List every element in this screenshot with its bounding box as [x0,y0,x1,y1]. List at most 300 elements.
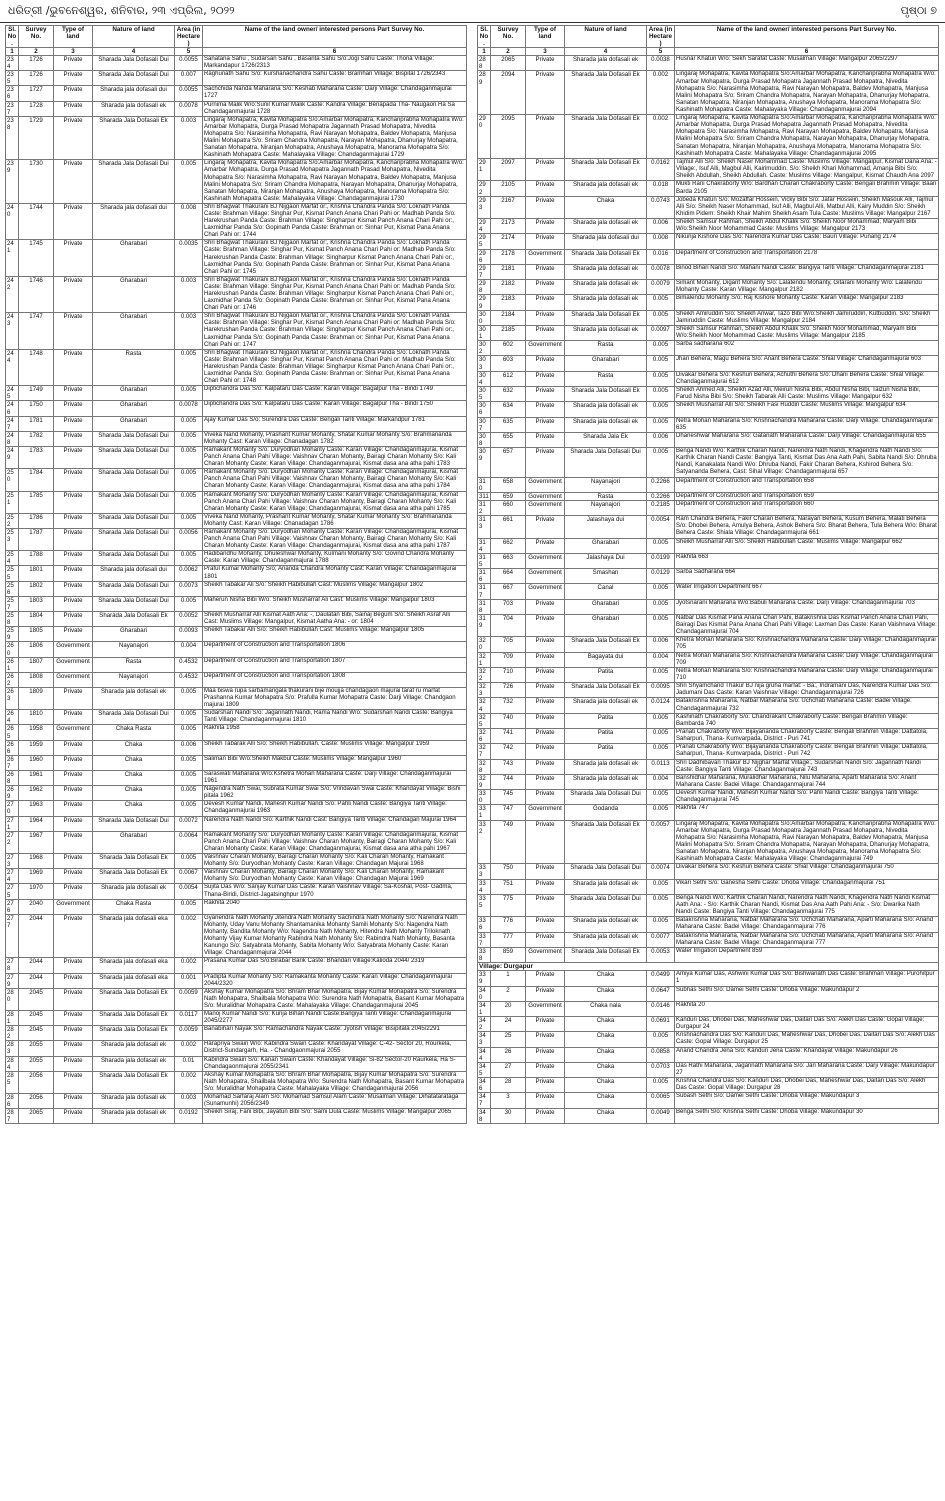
land-nature: Sharada jala dofasali eka [93,973,175,988]
table-row [6,687,467,709]
survey-no: 26 [491,1047,526,1062]
owner-names: Viveka Nand Mohanty, Prashant Kumar Mohanty, Shatar Kumar Mohanty S/o: Brahmananda Mohanty Cast: Karan Village: Chanadagan 1782 [203,431,467,446]
survey-no: 2056 [19,1071,54,1093]
table-row [478,805,939,820]
land-nature: Chaka [565,1062,647,1077]
survey-no: 1960 [19,755,54,770]
right-land-table [477,25,939,1124]
owner-names: Hadibandhu Mohanty, Dhuleshwar Mohanty, Kulmani Mohanty S/o: Govind Chandra Mohanty Caste: Karan Village: Chandaganmajurai 1788 [203,551,467,566]
table-row [478,683,939,698]
table-row [6,672,467,687]
survey-no: 704 [491,614,526,636]
page-number: ପୃଷ୍ଠା ୭ [900,4,937,17]
survey-no: 664 [491,569,526,584]
area-hectare: 0.005 [175,786,203,801]
land-type: Private [54,740,93,755]
table-row [478,744,939,759]
survey-no: 705 [491,637,526,652]
survey-no: 1782 [19,431,54,446]
table-row [478,448,939,478]
survey-no: 1750 [19,401,54,416]
table-row [478,1047,939,1062]
serial-no: 310 [478,477,491,492]
land-nature: Sharada Jala Dofasali Dui [93,816,175,831]
land-nature: Smashan [565,569,647,584]
table-row [6,642,467,657]
land-type: Private [54,1041,93,1056]
area-hectare: 0.005 [647,713,675,728]
serial-no: 339 [478,971,491,986]
survey-no: 2182 [491,280,526,295]
land-type: Government [54,672,93,687]
land-type: Private [526,234,565,249]
table-header-row [6,26,467,48]
serial-no: 254 [6,551,19,566]
survey-no: 632 [491,387,526,402]
owner-names: Batakrishna Maharana, Natbar Maharana S/o: Uchchab Maharana, Aparti Maharana S/o: Anand Maharana Caste: Badei Village: Chandaganmajurai 776 [675,917,939,932]
area-hectare: 0.0162 [647,159,675,181]
area-hectare: 0.0146 [647,1001,675,1016]
survey-no: 27 [491,1062,526,1077]
land-type: Private [526,181,565,196]
land-nature: Sharada Jala Dofasali Dui [93,446,175,468]
survey-no: 2185 [491,325,526,340]
owner-names: Devesh Kumar Nandi, Mahesh Kumar Nandi S/o: Pahli Nandi Caste: Bangiya Tanti Village: Chandaganmajurai 1963 [203,801,467,816]
land-nature: Sharada jala dofasali ek [93,884,175,899]
land-nature: Sharada Jala Dofasali Ek [565,387,647,402]
land-nature: Chaka [565,1108,647,1124]
serial-no: 324 [478,698,491,713]
land-type: Government [526,249,565,264]
table-row [478,1062,939,1077]
owner-names: Gyanendra Nath Mohanty Jitendra Nath Mohanty Sachindra Nath Mohanty S/o: Narendra Nath Mohanty, Uday Vanu Mohanty Shantamanika Mohanty Samili Mohanty S/o: Nagendra Nath Mohanty, Bandita Mohanty W/o: Nagendra Nath Mohanty, Hitendra Nath Mohanty Triloknath Mohanty Vijay Kumar Mohanty Rabindra Nath Mohanty S/o: Rabindra Nath Mohanty, Basanta Kanungo S/o: Satyabrata Mohanty, Sabita Mohanty W/o: Satyabrata Mohanty Caste: Karan Village: Chandaganmajurai 2044 [203,914,467,958]
serial-no: 282 [6,1026,19,1041]
land-type: Government [526,500,565,515]
table-row [6,755,467,770]
area-hectare: 0.005 [175,854,203,869]
owner-names: Department of Construction and Transportation 2178 [675,249,939,264]
area-hectare: 0.016 [647,249,675,264]
column-header: Name of the land owner/ interested persons Part Survey No. [203,26,467,48]
table-row [6,884,467,899]
serial-no: 336 [478,917,491,932]
land-type: Private [526,1108,565,1124]
survey-no: 743 [491,759,526,774]
table-row [6,801,467,816]
land-type: Private [54,1071,93,1093]
area-hectare: 0.002 [175,1071,203,1093]
land-nature: Sharada Jala Dofasali Ek [565,820,647,864]
owner-names: Department of Construction and Transportation 659 [675,492,939,500]
table-row [6,71,467,86]
table-row [478,1078,939,1093]
column-number: 2 [491,48,526,56]
serial-no: 289 [478,71,491,115]
table-row [6,551,467,566]
area-hectare: 0.001 [175,973,203,988]
land-type: Private [54,831,93,853]
area-hectare: 0.005 [647,402,675,417]
land-nature: Sharada jala dofasali ek [565,295,647,310]
table-row [6,596,467,611]
serial-no: 259 [6,627,19,642]
survey-no: 2184 [491,310,526,325]
survey-no: 1781 [19,416,54,431]
land-type: Private [526,432,565,447]
owner-names: Saraswati Maharana W/o:Kshetra Mohan Maharana Caste: Darji Village: Chandaganmajurai 1961 [203,771,467,786]
owner-names: Shri Bhagwat Thakurani BJ Nijgaon Marfat or:, Krishna Chandra Panda S/o: Loknath Panda Caste: Brahman Village: Singhar Pur, Kismat Panch Anana Chari Pahi or: Madhab Panda S/o: Harekrushan Panda Caste: Brahman Village: Singharpur Kismat Panch Anana Chari Pahi or:, Laxmidhar Panda S/o: Gopinath Panda Caste: Brahman or: Sinhar Pur, Kismat Pana Anana Chari Pahi or: 1744 [203,203,467,239]
table-row [478,971,939,986]
area-hectare: 0.0691 [647,1017,675,1032]
area-hectare: 0.0703 [647,1062,675,1077]
survey-no: 2045 [19,1011,54,1026]
land-nature: Nayanajori [93,642,175,657]
survey-no: 1747 [19,313,54,349]
serial-no: 313 [478,516,491,538]
serial-no: 299 [478,295,491,310]
area-hectare: 0.005 [175,801,203,816]
serial-no: 320 [478,637,491,652]
land-nature: Rasta [565,341,647,356]
area-hectare: 0.005 [647,614,675,636]
land-nature: Chaka [93,801,175,816]
area-hectare: 0.0035 [175,240,203,276]
table-row [478,196,939,218]
serial-no: 253 [6,529,19,551]
area-hectare: 0.0065 [647,1093,675,1108]
land-type: Private [526,387,565,402]
land-type: Private [526,599,565,614]
survey-no: 2181 [491,264,526,279]
area-hectare: 0.002 [175,958,203,973]
table-row [478,932,939,947]
owner-names: Das Rathi Maharana, Jagannath Maharana S/o: Jari Maharana Caste: Darji Village: Makundapur 27 [675,1062,939,1077]
owner-names: Netra Mohan Maharana S/o: Krishnachandra Maharana Caste: Darji Village: Chandaganmajurai 710 [675,667,939,682]
table-row [478,667,939,682]
area-hectare: 0.005 [175,771,203,786]
land-nature: Sharada Jala Dofasali Dui [93,431,175,446]
table-row [6,491,467,513]
survey-no: 2105 [491,181,526,196]
land-type: Private [526,614,565,636]
owner-names: Batakrishna Maharana, Natbar Maharana S/o: Uchchab Maharana Caste: Badei Village: Chandaganmajurai 732 [675,698,939,713]
owner-names: Divakar Behera S/o: Keshuri Behera Caste: Shial Village: Chandaganmajurai 750 [675,864,939,879]
survey-no: 741 [491,728,526,743]
land-nature: Sharada Jala Dofasali Dui [93,529,175,551]
area-hectare: 0.2266 [647,492,675,500]
land-nature: Sharada jala dofasali ek [565,917,647,932]
survey-no: 662 [491,538,526,553]
serial-no: 347 [478,1093,491,1108]
table-row [478,234,939,249]
survey-no: 1801 [19,566,54,581]
land-type: Private [54,551,93,566]
area-hectare: 0.0078 [647,264,675,279]
land-nature: Sharada Jala Dofasali Ek [565,310,647,325]
land-type: Private [526,1017,565,1032]
survey-no: 750 [491,864,526,879]
land-nature: Sharada Jala Dofasali Ek [565,947,647,962]
serial-no: 325 [478,713,491,728]
survey-no: 2178 [491,249,526,264]
serial-no: 329 [478,774,491,789]
table-row [478,295,939,310]
table-row [6,740,467,755]
column-header: Sl. No. [6,26,19,48]
land-type: Private [54,1094,93,1109]
table-row [6,612,467,627]
land-type: Private [54,914,93,958]
column-number: 5 [175,48,203,56]
land-nature: Sharada jala dofasali ek [93,1094,175,1109]
land-nature: Sharada Jala Dofasali Dui [565,894,647,916]
area-hectare: 0.4532 [175,672,203,687]
table-row [6,914,467,958]
land-nature: Sharada jala dofasali ek [565,264,647,279]
owner-names: Divakar Behera S/o: Keshuri Behera, Achuthi Behera S/o: Dhani Behera Caste: Shial Village: Chandaganmajurai 612 [675,371,939,386]
survey-no: 1748 [19,349,54,385]
land-type: Private [526,774,565,789]
land-type: Private [526,864,565,879]
area-hectare: 0.0078 [175,401,203,416]
land-nature: Sharada Jala Dofasali Dui [93,469,175,491]
area-hectare: 0.005 [175,469,203,491]
table-row [478,553,939,568]
area-hectare: 0.0056 [175,529,203,551]
land-type: Private [526,219,565,234]
table-row [6,854,467,869]
land-type: Private [54,431,93,446]
serial-no: 265 [6,725,19,740]
area-hectare: 0.0064 [175,831,203,853]
land-type: Private [54,276,93,312]
area-hectare: 0.2185 [647,500,675,515]
owner-names: Lingaraj Mohapatra, Kavita Mohapatra S/o:Amarbar Mohapatra, Kanchanprabha Mohapatra W/o: Amarbar Mohapatra, Durga Prasad Mohapatra Jagannath Prasad Mohapatra, Nivedita Mohapatra S/o: Narasimha Mohapatra, Ravi Narayan Mohapatra, Baldev Mohapatra, Manjusa Malini Mohapatra S/o: Sriram Chandra Mohapatra, Narayan Mohapatra, Dhanurjay Mohapatra, Sanatan Mohapatra, Niranjan Mohapatra, Anushaya Mohapatra, Manorama Mohapatra S/o: Kashinath Mohapatra Caste: Mahalayaka Village: Chandaganmajurai 2095 [675,115,939,159]
survey-no: 1958 [19,725,54,740]
land-nature: Sharada Jala Dofasali Ek [565,637,647,652]
land-nature: Sharada Jala Dofasali Ek [565,249,647,264]
owner-names: Sarba sadharana 602 [675,341,939,356]
serial-no: 236 [6,86,19,101]
column-number: 5 [647,48,675,56]
table-row [478,280,939,295]
serial-no: 251 [6,491,19,513]
land-nature: Chaka [565,1047,647,1062]
land-type: Private [526,667,565,682]
area-hectare: 0.0057 [647,820,675,864]
owner-names: Sheikh Tabakar Alli S/o: Sheikh Habibullah Cast: Muslims Village: Mangalpur 1805 [203,627,467,642]
land-nature: Rasta [565,492,647,500]
land-nature: Chaka [93,755,175,770]
area-hectare: 0.005 [647,387,675,402]
survey-no: 1787 [19,529,54,551]
table-row [478,310,939,325]
column-header: Type of land [54,26,93,48]
land-nature: Chaka [565,1093,647,1108]
table-row [478,728,939,743]
owner-names: Lingaraj Mohapatra, Kavita Mohapatra S/o:Amarbar Mohapatra, Kanchanprabha Mohapatra W/o: Amarbar Mohapatra, Durga Prasad Mohapatra Jagannath Prasad Mohapatra, Nivedita Mohapatra S/o: Narasimha Mohapatra, Ravi Narayan Mohapatra, Baldev Mohapatra, Manjusa Malini Mohapatra S/o: Sriram Chandra Mohapatra, Narayan Mohapatra, Dhanurjay Mohapatra, Sanatan Mohapatra, Niranjan Mohapatra, Anushaya Mohapatra, Manorama Mohapatra S/o: Kashinath Mohapatra Caste: Mahalayaka Village: Chandaganmajurai 1730 [203,160,467,204]
area-hectare: 0.0647 [647,986,675,1001]
survey-no: 661 [491,516,526,538]
area-hectare: 0.007 [175,71,203,86]
land-nature: Bagayata dui [565,652,647,667]
land-type: Private [54,101,93,116]
survey-no: 747 [491,805,526,820]
owner-names: Department of Construction and Transportation 658 [675,477,939,492]
survey-no: 1803 [19,596,54,611]
serial-no: 298 [478,280,491,295]
table-row [6,386,467,401]
land-nature: Sharada jala dofasali ek [565,280,647,295]
area-hectare: 0.0192 [175,1109,203,1124]
section-row [478,963,939,971]
table-row [6,1056,467,1071]
land-nature: Sharada jala dofasali ek [565,56,647,71]
land-type: Private [526,894,565,916]
area-hectare: 0.005 [175,513,203,528]
land-type: Private [54,1026,93,1041]
survey-no: 657 [491,448,526,478]
owner-names: Sheikh Siraj, Fani Bibi, Jayatun Bibi S/o: Sami Dula Caste: Muslims Village: Mangalpur 2065 [203,1109,467,1124]
land-nature: Rasta [93,349,175,385]
owner-names: Maa biswa rupa sarbamangala thakurani bije moujja chandagaon majurai taraf ru marfat Prashanna Kumar Mohapatra S/o: Prafulla Kumar Mohapatra Caste: Darji Village: Chandgaon majurai 1809 [203,687,467,709]
land-type: Private [526,652,565,667]
survey-no: 2174 [491,234,526,249]
land-nature: Sharada Jala Dofasali Dui [93,56,175,71]
owner-names: Benga Sethi S/o: Krishna Sethi Caste: Dhoba Village: Makundapur 30 [675,1108,939,1124]
land-type: Private [54,869,93,884]
land-nature: Sharada Jala Dofasali Ek [565,71,647,115]
serial-no: 306 [478,402,491,417]
land-nature: Patita [565,744,647,759]
land-nature: Sharada Jala Dofasali Ek [565,159,647,181]
serial-no: 247 [6,416,19,431]
column-number: 3 [54,48,93,56]
area-hectare: 0.0073 [175,581,203,596]
land-nature: Sharada jala dofasali eka [93,914,175,958]
column-header: Survey No. [19,26,54,48]
owner-names: Lingaraj Mohapatra, Kavita Mohapatra S/o:Amarbar Mohapatra, Kanchanprabha Mohapatra W/o: Amarbar Mohapatra, Durga Prasad Mohapatra Jagannath Prasad Mohapatra, Nivedita Mohapatra S/o: Narasimha Mohapatra, Ravi Narayan Mohapatra, Baldev Mohapatra, Manjusa Malini Mohapatra S/o: Sriram Chandra Mohapatra, Narayan Mohapatra, Dhanurjay Mohapatra, Sanatan Mohapatra, Niranjan Mohapatra, Anushaya Mohapatra, Manorama Mohapatra S/o: Kashinath Mohapatra Caste: Mahalayaka Village: Chandaganmajurai 749 [675,820,939,864]
land-nature: Sharada jala dofasali ek [93,687,175,709]
table-row [478,516,939,538]
land-nature: Sharada Jala Dofasali Dui [93,710,175,725]
area-hectare: 0.0049 [647,1108,675,1124]
area-hectare: 0.005 [175,596,203,611]
owner-names: Netra Mohan Maharana S/o: Krishnachandra Maharana Caste: Darji Village: Chandaganmajurai 635 [675,417,939,432]
area-hectare: 0.0062 [175,566,203,581]
survey-no: 2044 [19,973,54,988]
owner-names: Saliman Bibi W/o:Sheikh Makbul Caste: Muslims Village: Mangalpur 1960 [203,755,467,770]
owner-names: Shri Bhagwat Thakurani BJ Nijgaon Marfat or:, Krishna Chandra Panda S/o: Loknath Panda Caste: Brahman Village: Singhar Pur, Kismat Panch Anana Chari Pahi or: Madhab Panda S/o: Harekrushan Panda Caste: Brahman Village: Singharpur Kismat Panch Anana Chari Pahi or:, Laxmidhar Panda S/o: Gopinath Panda Caste: Brahman or: Sinhar Pur, Kismat Pana Anana Chari Pahi or: 1745 [203,240,467,276]
area-hectare: 0.005 [175,755,203,770]
land-type: Private [54,973,93,988]
area-hectare: 0.0072 [175,816,203,831]
land-nature: Sharada Jala Dofasali Ek [93,854,175,869]
survey-no: 859 [491,947,526,962]
serial-no: 284 [6,1056,19,1071]
owner-names: Maherun Nisha Bibi W/o: Sheikh Musharraf Ali Cast: Muslims Village: Mangalpur 1803 [203,596,467,611]
survey-no: 2 [491,986,526,1001]
table-row [478,56,939,71]
land-type: Private [54,687,93,709]
table-row [6,1071,467,1093]
survey-no: 1729 [19,116,54,160]
owner-names: Pranati Chakraborty W/o: Bijayananda Chakraborty Caste: Bengali Brahmin Village: Dattatola, Saharpuri, Thana- Kumvarpada, District - Puri 741 [675,728,939,743]
survey-no: 1726 [19,56,54,71]
serial-no: 333 [478,864,491,879]
land-type: Private [54,958,93,973]
owner-names: Netra Mohan Maharana S/o: Krishnachandra Maharana Caste: Darji Village: Chandaganmajurai 709 [675,652,939,667]
owner-names: Subhas Sethi S/o: Damei Sethi Caste: Dhoba Village: Makundapur 2 [675,986,939,1001]
land-nature: Sharada jala dofasali ek [93,1041,175,1056]
land-type: Private [526,971,565,986]
area-hectare: 0.0054 [175,884,203,899]
area-hectare: 0.005 [647,1078,675,1093]
table-row [6,86,467,101]
survey-no: 1969 [19,869,54,884]
land-type: Private [54,160,93,204]
land-type: Private [526,325,565,340]
table-row [478,569,939,584]
table-row [478,599,939,614]
serial-no: 302 [478,341,491,356]
owner-names: Shri Bhagwat Thakurani BJ Nijgaon Marfat or:, Krishna Chandra Panda S/o: Loknath Panda Caste: Brahman Village: Singhar Pur, Kismat Panch Anana Chari Pahi or: Madhab Panda S/o: Harekrushan Panda Caste: Brahman Village: Singharpur Kismat Panch Anana Chari Pahi or:, Laxmidhar Panda S/o: Gopinath Panda Caste: Brahman or: Sinhar Pur, Kismat Pana Anana Chari Pahi or: 1748 [203,349,467,385]
area-hectare: 0.0858 [647,1047,675,1062]
owner-names: Diptichandra Das S/o: Kalpataru Das Caste: Karan Village: Bagalpur Tha - Biridi 1750 [203,401,467,416]
survey-no: 742 [491,744,526,759]
area-hectare: 0.4532 [175,657,203,672]
column-number-row [478,48,939,56]
owner-names: Vaishnav Charan Mohanty, Bairagi Charan Mohanty S/o: Kali Charan Mohanty, Ramakant Mohanty S/o: Duryodhan Mohanty Caste: Karan Village: Chandagan Majurai 1968 [203,854,467,869]
land-nature: Sharada Jala Dofasali Ek [93,612,175,627]
table-row [6,416,467,431]
area-hectare: 0.005 [647,584,675,599]
area-hectare: 0.005 [647,805,675,820]
survey-no: 1 [491,971,526,986]
owner-names: Narendra Nath Nandi S/o: Karthik Nandi Cast: Bangiya Tanti Village: Chandagan Majurai 1964 [203,816,467,831]
area-hectare: 0.0067 [175,869,203,884]
table-row [6,581,467,596]
land-type: Private [54,491,93,513]
area-hectare: 0.0097 [647,325,675,340]
land-nature: Sharada Jala Dofasali Dui [93,596,175,611]
area-hectare: 0.005 [175,446,203,468]
survey-no: 2065 [491,56,526,71]
owner-names: Vaishnav Charan Mohanty, Bairagi Charan Mohanty S/o: Kali Charan Mohanty, Ramakant Mohanty S/o: Duryodhan Mohanty Caste: Karan Village: Chandagan Majurai 1969 [203,869,467,884]
table-row [478,879,939,894]
survey-no: 2095 [491,115,526,159]
land-nature: Sharada Jala Dofasali Ek [93,1026,175,1041]
land-nature: Jalashaya dui [565,516,647,538]
owner-names: Ajay Kumar Das S/o: Surendra Das Caste: Bengali Tanti Village: Markandpur 1781 [203,416,467,431]
serial-no: 286 [6,1094,19,1109]
area-hectare: 0.005 [175,416,203,431]
serial-no: 252 [6,513,19,528]
land-nature: Nayanajori [565,477,647,492]
land-nature: Jalashaya Dui [565,553,647,568]
land-type: Private [54,86,93,101]
land-nature: Chaka [565,196,647,218]
owner-names: Sujita Das W/o: Sanjay Kumar Das Caste: Karan Vaishnav Village: Sa-Koshal, Post- Gadma, Thana-Biridi, District-Jagatsinghpur 1970 [203,884,467,899]
land-nature: Chaka Rasta [93,725,175,740]
survey-no: 2044 [19,958,54,973]
survey-no: 1968 [19,854,54,869]
land-type: Private [526,1032,565,1047]
area-hectare: 0.0499 [647,971,675,986]
table-row [478,538,939,553]
serial-no: 348 [478,1108,491,1124]
land-type: Private [54,771,93,786]
